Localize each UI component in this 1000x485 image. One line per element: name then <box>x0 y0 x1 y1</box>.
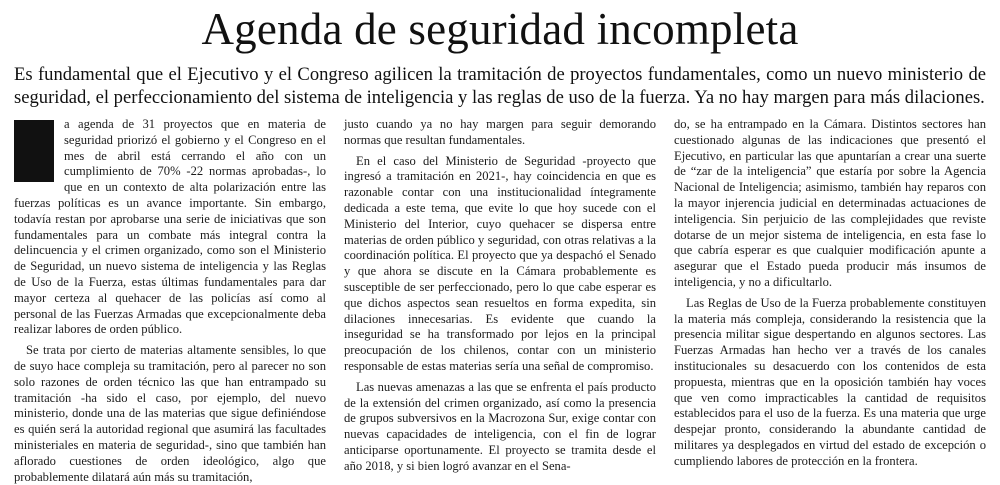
paragraph-3: En el caso del Ministerio de Seguridad -proyecto que ingresó a tramitación en 2021-, hay coincidencia en que es razonable contar con una institucionalidad íntegramente dedicada a este tema, que evite lo que hoy sucede con el Ministerio del Interior, cuyo quehacer se dispersa entre materias de orden público y seguridad, con otras relativas a la coordinación política. El proyecto que ya despachó el Senado y que ahora se discute en la Cámara probablemente es susceptible de ser perfeccionado, pero lo que cabe esperar es que dichos aspectos sean resueltos en forma expedita, sin dilaciones innecesarias. Es evidente que cuando la inseguridad se ha transformado por lejos en la principal preocupación de los chilenos, contar con un ministerio responsable de estas materias sería una señal de compromiso. <box>344 153 656 373</box>
deck-subtitle: Es fundamental que el Ejecutivo y el Congreso agilicen la tramitación de proyectos fundamentales, como un nuevo ministerio de seguridad, el perfeccionamiento del sistema de inteligencia y las reglas de uso de la fuerza. Ya no hay margen para más dilaciones. <box>14 64 986 108</box>
paragraph-4-continued: do, se ha entrampado en la Cámara. Distintos sectores han cuestionado algunas de las indicaciones que presentó el Ejecutivo, en particular las que apuntarían a crear una suerte de “zar de la inteligencia” que estaría por sobre la Agencia Nacional de Inteligencia; asimismo, también hay reparos con la mayor injerencia judicial en determinadas actuaciones de inteligencia. Sin perjuicio de las complejidades que reviste dotarse de un mejor sistema de inteligencia, en esta fase lo que cabría esperar es que cualquier modificación apunte a asegurar que el Estado pueda producir más insumos de inteligencia, y no a dificultarlo. <box>674 117 986 289</box>
paragraph-1 <box>14 117 326 338</box>
paragraph-2: Se trata por cierto de materias altamente sensibles, lo que de suyo hace compleja su tramitación, pero al parecer no son solo razones de orden técnico las que han entrampado su tramitación -ha sido el caso, por ejemplo, del nuevo ministerio, donde una de las materias que sigue definiéndose es quién será la autoridad regional que asumirá las facultades ministeriales en materia de seguridad-, sino que también han aflorado cuestiones de orden ideológico, algo que probablemente dilatará aún más su tramitación, <box>14 343 326 484</box>
paragraph-5: Las Reglas de Uso de la Fuerza probablemente constituyen la materia más compleja, considerando la resistencia que la presencia militar sigue despertando en algunos sectores. Las Fuerzas Armadas han hecho ver a través de los canales institucionales su desacuerdo con los contenidos de esta propuesta, mientras que en la oposición también hay voces que ven como impracticables la cantidad de requisitos establecidos para el uso de la fuerza. Es una materia que urge despejar pronto, considerando la abundante cantidad de militares ya desplegados en virtud del estado de excepción o cumpliendo labores de protección en la frontera. <box>674 295 986 468</box>
article-body <box>14 117 986 484</box>
column-3 <box>674 117 986 473</box>
column-1 <box>14 117 326 484</box>
paragraph-4: Las nuevas amenazas a las que se enfrenta el país producto de la extensión del crimen organizado, así como la presencia de grupos subversivos en la Macrozona Sur, exige contar con nuevas capacidades de inteligencia, con el fin de lograr anticiparse oportunamente. El proyecto se tramita desde el año 2018, y si bien logró avanzar en el Sena- <box>344 379 656 473</box>
dropcap-l <box>14 120 54 182</box>
headline: Agenda de seguridad incompleta <box>201 4 799 54</box>
paragraph-1-text: a agenda de 31 proyectos que en materia de seguridad priorizó el gobierno y el Congreso en el mes de abril está cerrando el año con un cumplimiento de 70% -22 normas aprobadas-, lo que en un contexto de alta polarización entre las fuerzas políticas es un avance importante. Sin embargo, todavía restan por aprobarse una serie de iniciativas que son fundamentales para un combate más integral contra la delincuencia y el crimen organizado, como son el Ministerio de Seguridad, un nuevo sistema de inteligencia y las Reglas de Uso de la Fuerza, estas últimas fundamentales para dar mayor certeza al quehacer de las policías así como al personal de las Fuerzas Armadas que excepcionalmente deba realizar labores de orden público. <box>14 117 326 337</box>
column-2 <box>344 117 656 473</box>
paragraph-2-continued: justo cuando ya no hay margen para seguir demorando normas que resultan fundamentales. <box>344 117 656 147</box>
